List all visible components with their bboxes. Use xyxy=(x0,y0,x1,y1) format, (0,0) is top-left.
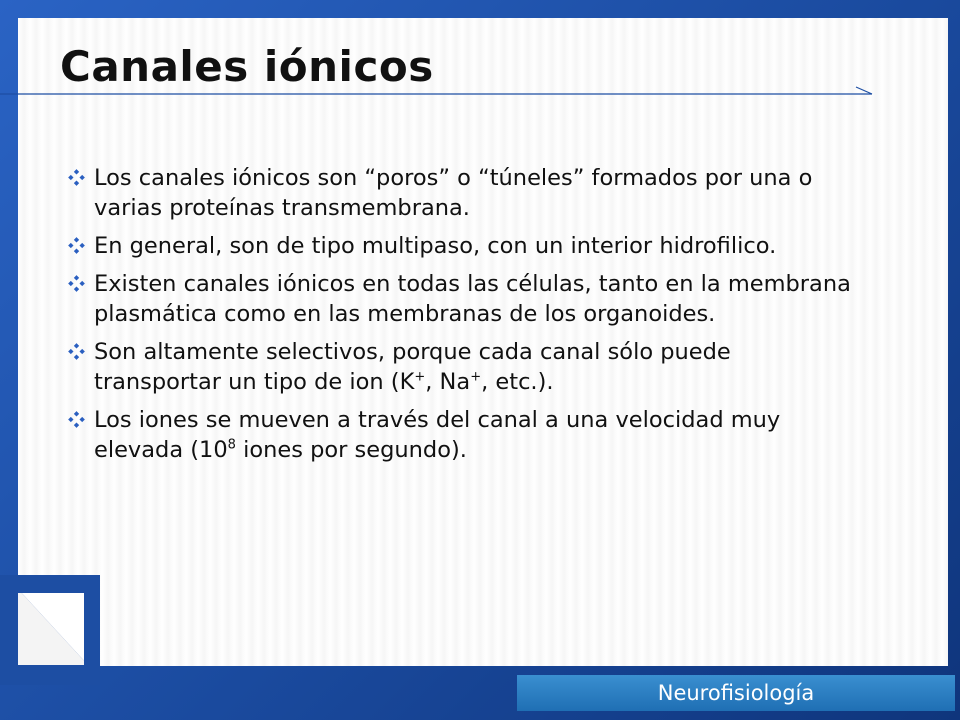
bullet-list xyxy=(64,163,854,473)
diamond-quad-icon xyxy=(68,169,85,186)
bullet-text-part: , Na xyxy=(425,369,471,395)
superscript: 8 xyxy=(227,437,236,453)
diamond-quad-icon xyxy=(68,275,85,292)
bullet-text: En general, son de tipo multipaso, con un interior hidrofilico. xyxy=(94,233,777,259)
slide-title: Canales iónicos xyxy=(60,42,434,91)
bullet-item xyxy=(64,231,854,261)
diamond-quad-icon xyxy=(68,343,85,360)
bullet-text: Los canales iónicos son “poros” o “túneles” formados por una o varias proteínas transmembrana. xyxy=(94,165,813,221)
diamond-quad-icon xyxy=(68,237,85,254)
bullet-item xyxy=(64,337,854,397)
bullet-item xyxy=(64,405,854,465)
corner-decoration xyxy=(0,575,110,685)
superscript: + xyxy=(470,369,482,385)
bullet-item xyxy=(64,163,854,223)
footer-label: Neurofisiología xyxy=(517,675,955,711)
bullet-text-part: Son altamente selectivos, porque cada canal sólo puede transportar un tipo de ion (K xyxy=(94,339,731,395)
bullet-text xyxy=(94,407,780,463)
bullet-text-part: iones por segundo). xyxy=(235,437,467,463)
diamond-quad-icon xyxy=(68,411,85,428)
bullet-item xyxy=(64,269,854,329)
bullet-text: Existen canales iónicos en todas las células, tanto en la membrana plasmática como en las membranas de los organoides. xyxy=(94,271,851,327)
bullet-text-part: Los iones se mueven a través del canal a una velocidad muy elevada (10 xyxy=(94,407,781,463)
bullet-text-part: , etc.). xyxy=(481,369,554,395)
superscript: + xyxy=(414,369,426,385)
bullet-text xyxy=(94,339,731,395)
